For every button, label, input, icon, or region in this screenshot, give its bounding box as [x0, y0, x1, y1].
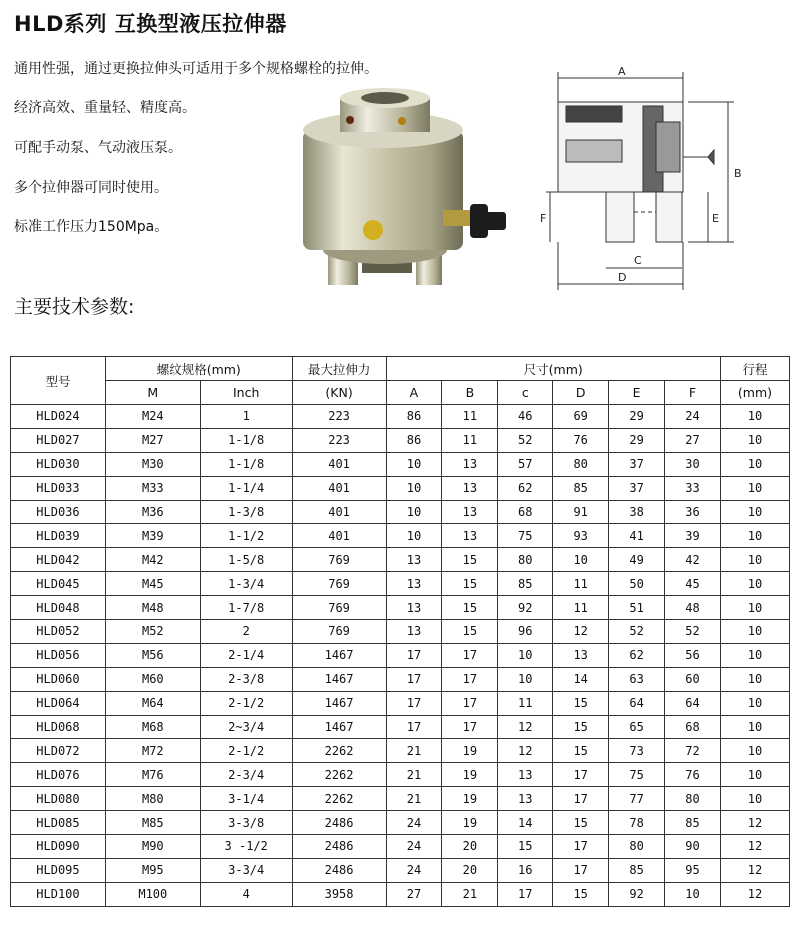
- thread-inch-cell: 2-3/8: [200, 667, 292, 691]
- force-cell: 401: [292, 452, 386, 476]
- table-row: [11, 452, 790, 476]
- dim-b-cell: 13: [442, 500, 498, 524]
- table-row: [11, 835, 790, 859]
- stroke-cell: 10: [720, 763, 789, 787]
- table-row: [11, 858, 790, 882]
- dim-a-cell: 21: [386, 787, 442, 811]
- dim-c-cell: 10: [498, 667, 553, 691]
- model-cell: HLD042: [11, 548, 106, 572]
- dim-d-cell: 17: [553, 858, 609, 882]
- dim-f-cell: 27: [665, 428, 721, 452]
- thread-m-cell: M48: [105, 596, 200, 620]
- dim-b-cell: 19: [442, 787, 498, 811]
- dim-c-cell: 75: [498, 524, 553, 548]
- dim-e-cell: 65: [609, 715, 665, 739]
- thread-inch-cell: 1-7/8: [200, 596, 292, 620]
- dim-e-cell: 73: [609, 739, 665, 763]
- spec-table: [10, 356, 790, 907]
- dim-e-cell: 77: [609, 787, 665, 811]
- dim-a-cell: 10: [386, 524, 442, 548]
- force-cell: 769: [292, 596, 386, 620]
- thread-m-cell: M100: [105, 882, 200, 906]
- dim-label-d: D: [618, 271, 627, 284]
- thread-inch-cell: 1: [200, 405, 292, 429]
- dim-a-cell: 86: [386, 405, 442, 429]
- header-force: 最大拉伸力: [292, 357, 386, 381]
- thread-inch-cell: 3 -1/2: [200, 835, 292, 859]
- tensioner-photo: [298, 80, 513, 295]
- thread-m-cell: M39: [105, 524, 200, 548]
- thread-inch-cell: 3-3/8: [200, 811, 292, 835]
- stroke-cell: 10: [720, 500, 789, 524]
- dim-b-cell: 21: [442, 882, 498, 906]
- thread-inch-cell: 1-3/4: [200, 572, 292, 596]
- thread-m-cell: M76: [105, 763, 200, 787]
- dim-a-cell: 17: [386, 667, 442, 691]
- model-cell: HLD072: [11, 739, 106, 763]
- dim-a-cell: 13: [386, 620, 442, 644]
- thread-m-cell: M45: [105, 572, 200, 596]
- dim-c-cell: 68: [498, 500, 553, 524]
- dim-b-cell: 15: [442, 596, 498, 620]
- dim-f-cell: 45: [665, 572, 721, 596]
- stroke-cell: 10: [720, 476, 789, 500]
- thread-inch-cell: 2-1/2: [200, 739, 292, 763]
- dim-f-cell: 33: [665, 476, 721, 500]
- dim-c-cell: 62: [498, 476, 553, 500]
- dim-d-cell: 13: [553, 643, 609, 667]
- dim-a-cell: 17: [386, 715, 442, 739]
- dimension-drawing: [538, 62, 748, 294]
- model-cell: HLD095: [11, 858, 106, 882]
- dim-d-cell: 85: [553, 476, 609, 500]
- stroke-cell: 10: [720, 452, 789, 476]
- force-cell: 401: [292, 524, 386, 548]
- dim-b-cell: 19: [442, 811, 498, 835]
- dim-f-cell: 68: [665, 715, 721, 739]
- force-cell: 2262: [292, 739, 386, 763]
- force-cell: 223: [292, 428, 386, 452]
- stroke-cell: 12: [720, 835, 789, 859]
- dim-a-cell: 10: [386, 452, 442, 476]
- dim-e-cell: 37: [609, 476, 665, 500]
- dim-c-cell: 92: [498, 596, 553, 620]
- dim-c-cell: 15: [498, 835, 553, 859]
- dim-e-cell: 29: [609, 428, 665, 452]
- dim-c-cell: 12: [498, 715, 553, 739]
- dim-f-cell: 60: [665, 667, 721, 691]
- dim-c-cell: 17: [498, 882, 553, 906]
- table-row: [11, 763, 790, 787]
- thread-m-cell: M27: [105, 428, 200, 452]
- table-row: [11, 428, 790, 452]
- dim-e-cell: 75: [609, 763, 665, 787]
- model-cell: HLD060: [11, 667, 106, 691]
- force-cell: 1467: [292, 715, 386, 739]
- dim-c-cell: 85: [498, 572, 553, 596]
- model-cell: HLD045: [11, 572, 106, 596]
- force-cell: 2486: [292, 835, 386, 859]
- header-dims: 尺寸(mm): [386, 357, 720, 381]
- table-row: [11, 548, 790, 572]
- page-title: HLD系列 互换型液压拉伸器: [14, 12, 287, 36]
- force-cell: 3958: [292, 882, 386, 906]
- thread-m-cell: M85: [105, 811, 200, 835]
- table-row: [11, 667, 790, 691]
- feature-line: 可配手动泵、气动液压泵。: [14, 140, 182, 156]
- dim-e-cell: 64: [609, 691, 665, 715]
- model-cell: HLD068: [11, 715, 106, 739]
- dim-a-cell: 17: [386, 691, 442, 715]
- feature-line: 通用性强，通过更换拉伸头可适用于多个规格螺栓的拉伸。: [14, 61, 378, 77]
- table-row: [11, 620, 790, 644]
- dim-a-cell: 10: [386, 476, 442, 500]
- dim-e-cell: 41: [609, 524, 665, 548]
- dim-e-cell: 50: [609, 572, 665, 596]
- dim-f-cell: 85: [665, 811, 721, 835]
- thread-m-cell: M52: [105, 620, 200, 644]
- header-thread: 螺纹规格(mm): [105, 357, 292, 381]
- dim-f-cell: 76: [665, 763, 721, 787]
- dim-e-cell: 62: [609, 643, 665, 667]
- thread-m-cell: M80: [105, 787, 200, 811]
- stroke-cell: 12: [720, 882, 789, 906]
- dim-c-cell: 52: [498, 428, 553, 452]
- dim-f-cell: 64: [665, 691, 721, 715]
- table-row: [11, 787, 790, 811]
- stroke-cell: 12: [720, 858, 789, 882]
- model-cell: HLD024: [11, 405, 106, 429]
- dim-a-cell: 27: [386, 882, 442, 906]
- dim-d-cell: 91: [553, 500, 609, 524]
- header-thread-m: M: [105, 381, 200, 405]
- dim-label-b: B: [734, 167, 742, 180]
- dim-c-cell: 80: [498, 548, 553, 572]
- dim-f-cell: 95: [665, 858, 721, 882]
- force-cell: 769: [292, 572, 386, 596]
- dim-b-cell: 20: [442, 835, 498, 859]
- stroke-cell: 12: [720, 811, 789, 835]
- dim-d-cell: 15: [553, 691, 609, 715]
- table-row: [11, 476, 790, 500]
- thread-inch-cell: 1-1/8: [200, 428, 292, 452]
- force-cell: 1467: [292, 667, 386, 691]
- model-cell: HLD056: [11, 643, 106, 667]
- force-cell: 401: [292, 500, 386, 524]
- dim-b-cell: 17: [442, 691, 498, 715]
- dim-f-cell: 80: [665, 787, 721, 811]
- table-row: [11, 643, 790, 667]
- dim-f-cell: 10: [665, 882, 721, 906]
- dim-c-cell: 13: [498, 787, 553, 811]
- dim-label-a: A: [618, 65, 626, 78]
- dim-b-cell: 17: [442, 667, 498, 691]
- thread-m-cell: M33: [105, 476, 200, 500]
- feature-line: 多个拉伸器可同时使用。: [14, 180, 168, 196]
- dim-b-cell: 17: [442, 715, 498, 739]
- thread-m-cell: M64: [105, 691, 200, 715]
- table-row: [11, 882, 790, 906]
- dim-f-cell: 24: [665, 405, 721, 429]
- model-cell: HLD085: [11, 811, 106, 835]
- dim-b-cell: 15: [442, 548, 498, 572]
- thread-inch-cell: 1-1/8: [200, 452, 292, 476]
- table-row: [11, 691, 790, 715]
- thread-m-cell: M30: [105, 452, 200, 476]
- table-row: [11, 739, 790, 763]
- thread-inch-cell: 2-3/4: [200, 763, 292, 787]
- header-stroke: 行程: [720, 357, 789, 381]
- thread-inch-cell: 3-1/4: [200, 787, 292, 811]
- dim-e-cell: 63: [609, 667, 665, 691]
- dim-f-cell: 36: [665, 500, 721, 524]
- dim-b-cell: 19: [442, 739, 498, 763]
- stroke-cell: 10: [720, 428, 789, 452]
- force-cell: 2486: [292, 811, 386, 835]
- thread-inch-cell: 1-3/8: [200, 500, 292, 524]
- dim-e-cell: 38: [609, 500, 665, 524]
- table-row: [11, 524, 790, 548]
- dim-d-cell: 11: [553, 596, 609, 620]
- dim-c-cell: 11: [498, 691, 553, 715]
- model-cell: HLD100: [11, 882, 106, 906]
- model-cell: HLD048: [11, 596, 106, 620]
- stroke-cell: 10: [720, 548, 789, 572]
- header-dim-b: B: [442, 381, 498, 405]
- thread-inch-cell: 2-1/2: [200, 691, 292, 715]
- dim-c-cell: 10: [498, 643, 553, 667]
- force-cell: 769: [292, 548, 386, 572]
- model-cell: HLD064: [11, 691, 106, 715]
- dim-label-e: E: [712, 212, 719, 225]
- dim-b-cell: 15: [442, 572, 498, 596]
- dim-b-cell: 11: [442, 405, 498, 429]
- stroke-cell: 10: [720, 691, 789, 715]
- dim-b-cell: 15: [442, 620, 498, 644]
- force-cell: 401: [292, 476, 386, 500]
- header-force-unit: (KN): [292, 381, 386, 405]
- dim-a-cell: 13: [386, 572, 442, 596]
- thread-m-cell: M68: [105, 715, 200, 739]
- dim-f-cell: 30: [665, 452, 721, 476]
- thread-m-cell: M95: [105, 858, 200, 882]
- dim-a-cell: 13: [386, 548, 442, 572]
- force-cell: 2262: [292, 787, 386, 811]
- thread-m-cell: M90: [105, 835, 200, 859]
- dim-f-cell: 48: [665, 596, 721, 620]
- force-cell: 1467: [292, 643, 386, 667]
- stroke-cell: 10: [720, 787, 789, 811]
- stroke-cell: 10: [720, 620, 789, 644]
- model-cell: HLD030: [11, 452, 106, 476]
- model-cell: HLD039: [11, 524, 106, 548]
- dim-d-cell: 76: [553, 428, 609, 452]
- force-cell: 769: [292, 620, 386, 644]
- dim-e-cell: 49: [609, 548, 665, 572]
- dim-a-cell: 17: [386, 643, 442, 667]
- dim-e-cell: 92: [609, 882, 665, 906]
- dim-d-cell: 12: [553, 620, 609, 644]
- table-row: [11, 405, 790, 429]
- spec-table-body: [11, 405, 790, 907]
- dim-d-cell: 11: [553, 572, 609, 596]
- dim-d-cell: 17: [553, 835, 609, 859]
- dim-c-cell: 13: [498, 763, 553, 787]
- dim-a-cell: 21: [386, 739, 442, 763]
- dim-b-cell: 17: [442, 643, 498, 667]
- dim-c-cell: 12: [498, 739, 553, 763]
- dim-e-cell: 85: [609, 858, 665, 882]
- thread-inch-cell: 2-1/4: [200, 643, 292, 667]
- dim-b-cell: 13: [442, 476, 498, 500]
- dim-b-cell: 19: [442, 763, 498, 787]
- dim-d-cell: 17: [553, 787, 609, 811]
- thread-m-cell: M24: [105, 405, 200, 429]
- dim-d-cell: 10: [553, 548, 609, 572]
- stroke-cell: 10: [720, 643, 789, 667]
- dim-f-cell: 52: [665, 620, 721, 644]
- dim-e-cell: 29: [609, 405, 665, 429]
- thread-inch-cell: 1-5/8: [200, 548, 292, 572]
- dim-b-cell: 13: [442, 452, 498, 476]
- header-dim-e: E: [609, 381, 665, 405]
- model-cell: HLD090: [11, 835, 106, 859]
- dim-d-cell: 69: [553, 405, 609, 429]
- model-cell: HLD080: [11, 787, 106, 811]
- table-row: [11, 715, 790, 739]
- dim-d-cell: 15: [553, 882, 609, 906]
- header-dim-d: D: [553, 381, 609, 405]
- thread-inch-cell: 1-1/4: [200, 476, 292, 500]
- dim-a-cell: 13: [386, 596, 442, 620]
- dim-b-cell: 20: [442, 858, 498, 882]
- stroke-cell: 10: [720, 596, 789, 620]
- section-title: 主要技术参数:: [14, 296, 135, 318]
- stroke-cell: 10: [720, 739, 789, 763]
- header-stroke-unit: (mm): [720, 381, 789, 405]
- force-cell: 2262: [292, 763, 386, 787]
- dim-a-cell: 24: [386, 858, 442, 882]
- dim-f-cell: 42: [665, 548, 721, 572]
- dim-a-cell: 21: [386, 763, 442, 787]
- dim-e-cell: 52: [609, 620, 665, 644]
- dim-c-cell: 57: [498, 452, 553, 476]
- feature-line: 经济高效、重量轻、精度高。: [14, 100, 196, 116]
- dim-e-cell: 37: [609, 452, 665, 476]
- thread-inch-cell: 2: [200, 620, 292, 644]
- dim-e-cell: 78: [609, 811, 665, 835]
- thread-m-cell: M36: [105, 500, 200, 524]
- dim-f-cell: 90: [665, 835, 721, 859]
- stroke-cell: 10: [720, 667, 789, 691]
- dim-a-cell: 10: [386, 500, 442, 524]
- header-dim-a: A: [386, 381, 442, 405]
- dim-d-cell: 80: [553, 452, 609, 476]
- dim-f-cell: 72: [665, 739, 721, 763]
- model-cell: HLD036: [11, 500, 106, 524]
- header-thread-inch: Inch: [200, 381, 292, 405]
- dim-d-cell: 15: [553, 715, 609, 739]
- dim-d-cell: 17: [553, 763, 609, 787]
- thread-m-cell: M60: [105, 667, 200, 691]
- thread-m-cell: M42: [105, 548, 200, 572]
- dim-e-cell: 80: [609, 835, 665, 859]
- dim-c-cell: 46: [498, 405, 553, 429]
- feature-line: 标准工作压力150Mpa。: [14, 219, 169, 235]
- thread-inch-cell: 2~3/4: [200, 715, 292, 739]
- model-cell: HLD076: [11, 763, 106, 787]
- header-dim-c: c: [498, 381, 553, 405]
- dim-c-cell: 16: [498, 858, 553, 882]
- force-cell: 2486: [292, 858, 386, 882]
- model-cell: HLD052: [11, 620, 106, 644]
- dim-d-cell: 15: [553, 739, 609, 763]
- dim-label-c: C: [634, 254, 642, 267]
- thread-inch-cell: 4: [200, 882, 292, 906]
- dim-c-cell: 96: [498, 620, 553, 644]
- dim-d-cell: 15: [553, 811, 609, 835]
- table-row: [11, 572, 790, 596]
- thread-m-cell: M56: [105, 643, 200, 667]
- table-row: [11, 596, 790, 620]
- dim-f-cell: 39: [665, 524, 721, 548]
- dim-d-cell: 93: [553, 524, 609, 548]
- force-cell: 1467: [292, 691, 386, 715]
- force-cell: 223: [292, 405, 386, 429]
- dim-a-cell: 24: [386, 811, 442, 835]
- table-row: [11, 500, 790, 524]
- thread-inch-cell: 1-1/2: [200, 524, 292, 548]
- stroke-cell: 10: [720, 405, 789, 429]
- header-model: 型号: [11, 357, 106, 405]
- dim-e-cell: 51: [609, 596, 665, 620]
- stroke-cell: 10: [720, 524, 789, 548]
- dim-b-cell: 11: [442, 428, 498, 452]
- dim-label-f: F: [540, 212, 547, 225]
- dim-d-cell: 14: [553, 667, 609, 691]
- stroke-cell: 10: [720, 572, 789, 596]
- dim-f-cell: 56: [665, 643, 721, 667]
- header-dim-f: F: [665, 381, 721, 405]
- model-cell: HLD027: [11, 428, 106, 452]
- dim-b-cell: 13: [442, 524, 498, 548]
- dim-c-cell: 14: [498, 811, 553, 835]
- thread-m-cell: M72: [105, 739, 200, 763]
- stroke-cell: 10: [720, 715, 789, 739]
- dim-a-cell: 86: [386, 428, 442, 452]
- table-row: [11, 811, 790, 835]
- thread-inch-cell: 3-3/4: [200, 858, 292, 882]
- model-cell: HLD033: [11, 476, 106, 500]
- dim-a-cell: 24: [386, 835, 442, 859]
